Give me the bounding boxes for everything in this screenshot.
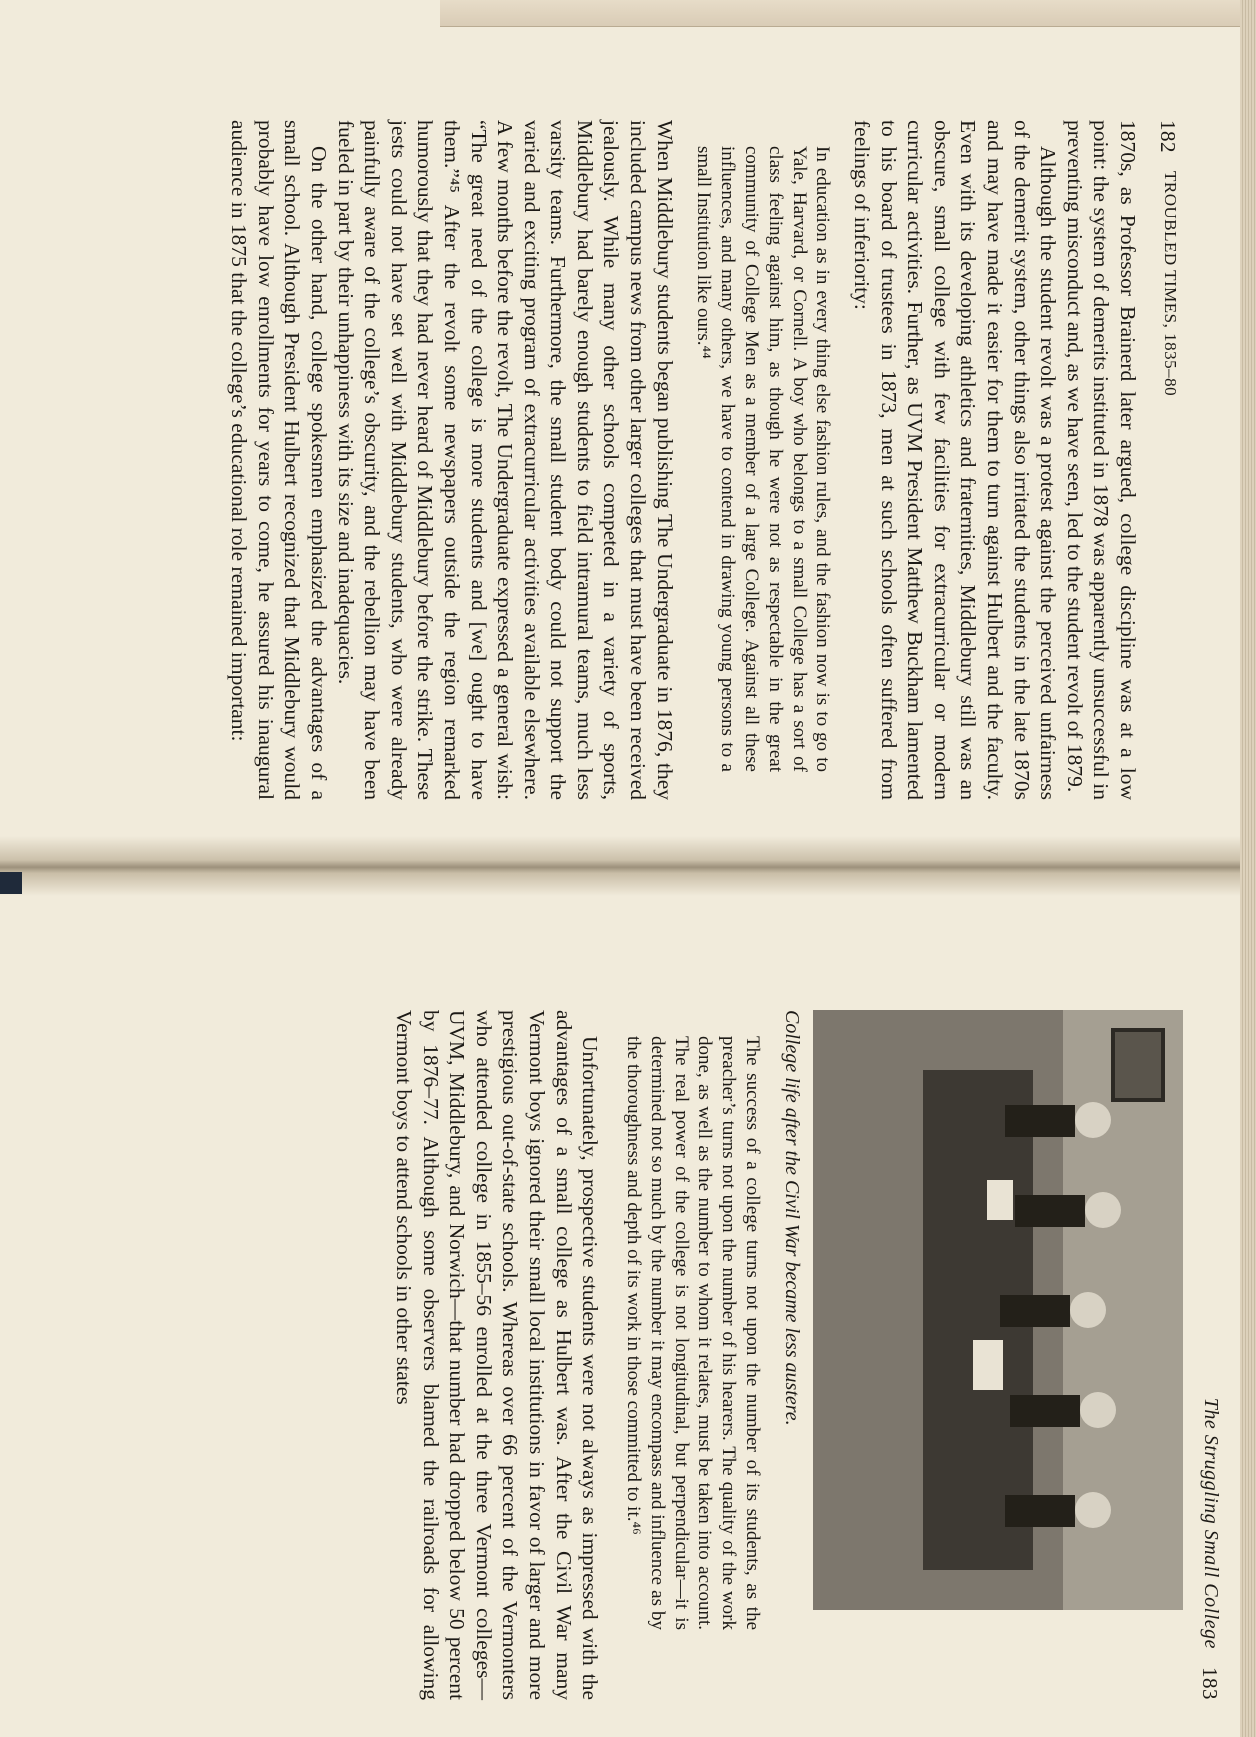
- page-stack-edge: [1240, 0, 1256, 1737]
- right-paragraph-1: Unfortunately, prospective students were not always as impressed with the advantages of a small college as Hulbert was. After the Civil War many Vermont boys ignored their small local institutions in favor of larger and more prestigious out-of-state schools. Whereas over 66 percent of the Vermonters who attended college in 1855–56 enrolled at the three Vermont colleges—UVM, Middlebury, and Norwich—that number had dropped below 50 percent by 1876–77. Although some observers blamed the railroads for allowing Vermont boys to attend schools in other states: [392, 1010, 603, 1700]
- left-paragraph-3: When Middlebury students began publishing The Undergraduate in 1876, they included campus news from other larger colleges that must have been received jealously. While many other schools competed in a variety of sports, Middlebury had barely enough students to field intramural teams, much less varsity teams. Furthermore, the small student body could not support the varied and exciting program of extracurricular activities available elsewhere. A few months before the revolt, The Undergraduate expressed a general wish: “The great need of the college is more students and [we] ought to have them.”⁴⁵ After the revolt some newspapers outside the region remarked humorously that they had never heard of Middlebury before the strike. These jests could not have set well with Middlebury students, who were already painfully aware of the college’s obscurity, and the rebellion may have been fueled in part by their unhappiness with its size and inadequacies.: [333, 120, 677, 800]
- right-running-title: The Struggling Small College: [1200, 1397, 1222, 1649]
- book-gutter: [0, 836, 1240, 896]
- photo-scene: [813, 1010, 1183, 1610]
- right-running-head: [1197, 1010, 1222, 1700]
- left-page: [130, 120, 1180, 800]
- left-paragraph-4: On the other hand, college spokesmen emphasized the advantages of a small school. Although President Hulbert recognized that Middlebury would probably have low enrollments for years to come, he assured his inaugural audience in 1875 that the college’s educational role remained important:: [227, 120, 331, 800]
- page-number-183: 183: [1198, 1667, 1222, 1700]
- left-running-title: TROUBLED TIMES, 1835–80: [1161, 171, 1180, 397]
- next-page-edge: [440, 0, 1256, 27]
- page-number-182: 182: [1156, 120, 1180, 153]
- left-running-head: [1155, 120, 1180, 800]
- photo-caption: College life after the Civil War became less austere.: [781, 1010, 803, 1426]
- right-page: [122, 1010, 1222, 1700]
- left-paragraph-1: 1870s, as Professor Brainerd later argued, college discipline was at a low point: the system of demerits instituted in 1878 was apparently unsuccessful in preventing misconduct and, as we have seen, led to the student revolt of 1879.: [1062, 120, 1140, 800]
- college-life-photograph: [813, 1010, 1183, 1610]
- binding-edge: [0, 872, 22, 894]
- buckham-quote: In education as in every thing else fashion rules, and the fashion now is to go to Yale, Harvard, or Cornell. A boy who belongs to a small College has a sort of class feeling against him, as though he were not as respectable in the great community of College Men as a member of a large College. Against all these influences, and many others, we have to contend in drawing young persons to a small Institution like ours.⁴⁴: [693, 146, 834, 772]
- left-paragraph-2: Although the student revolt was a protest against the perceived unfairness of the demerit system, other things also irritated the students in the late 1870s and may have made it easier for them to turn against Hulbert and the faculty. Even with its developing athletics and fraternities, Middlebury still was an obscure, small college with few facilities for extracurricular or modern curricular activities. Further, as UVM President Matthew Buckham lamented to his board of trustees in 1873, men at such schools often suffered from feelings of inferiority:: [850, 120, 1061, 800]
- hulbert-quote: The success of a college turns not upon the number of its students, as the preacher’s turns not upon the number of his hearers. The quality of the work done, as well as the number to whom it relates, must be taken into account. The real power of the college is not longitudinal, but perpendicular—it is determined not so much by the number it may encompass and influence as by the thoroughness and depth of its work in those committed to it.⁴⁶: [623, 1036, 763, 1630]
